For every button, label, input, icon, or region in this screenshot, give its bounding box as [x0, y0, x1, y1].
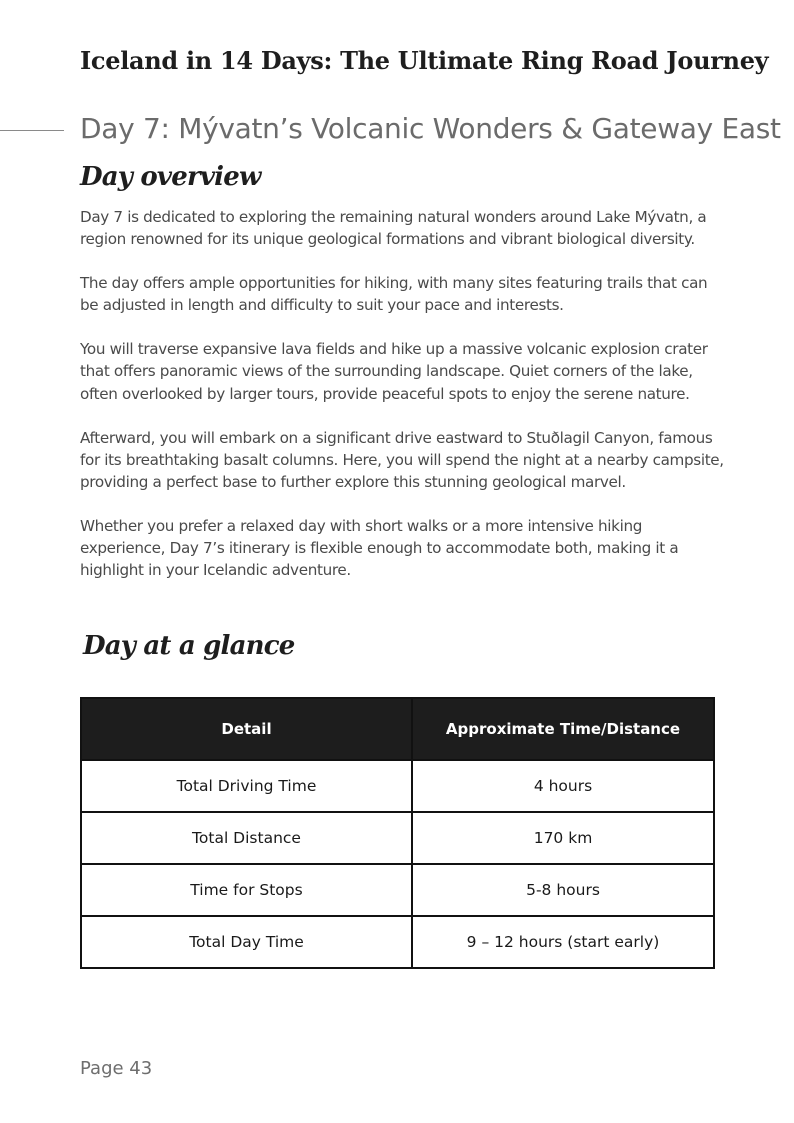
day-heading: Day 7: Mývatn’s Volcanic Wonders & Gateway East [80, 112, 781, 145]
detail-cell: Total Distance [81, 812, 412, 864]
column-header-time-distance: Approximate Time/Distance [412, 698, 714, 760]
overview-body [80, 206, 730, 603]
overview-paragraph: You will traverse expansive lava fields and hike up a massive volcanic explosion crater that offers panoramic views of the surrounding landscape. Quiet corners of the lake, often overlooked by larger tours, provide peaceful spots to enjoy the serene nature. [80, 340, 708, 403]
value-cell: 170 km [412, 812, 714, 864]
day-overview-heading: Day overview [80, 162, 261, 192]
value-cell: 5-8 hours [412, 864, 714, 916]
overview-paragraph: Whether you prefer a relaxed day with short walks or a more intensive hiking experience, Day 7’s itinerary is flexible enough to accommodate both, making it a highlight in your Icelandic adventure. [80, 516, 679, 580]
detail-cell: Time for Stops [81, 864, 412, 916]
detail-cell: Total Driving Time [81, 760, 412, 812]
value-cell: 4 hours [412, 760, 714, 812]
glance-table [80, 697, 715, 969]
table-row [81, 916, 714, 968]
detail-cell: Total Day Time [81, 916, 412, 968]
overview-paragraph: The day offers ample opportunities for hiking, with many sites featuring trails that can be adjusted in length and difficulty to suit your pace and interests. [80, 274, 708, 315]
table-row [81, 864, 714, 916]
table-row [81, 760, 714, 812]
overview-paragraph: Day 7 is dedicated to exploring the remaining natural wonders around Lake Mývatn, a region renowned for its unique geological formations and vibrant biological diversity. [80, 208, 707, 249]
document-title: Iceland in 14 Days: The Ultimate Ring Road Journey [80, 46, 769, 75]
value-cell: 9 – 12 hours (start early) [412, 916, 714, 968]
day-at-a-glance-heading: Day at a glance [83, 631, 295, 661]
page-number: Page 43 [80, 1058, 153, 1079]
overview-paragraph: Afterward, you will embark on a significant drive eastward to Stuðlagil Canyon, famous for its breathtaking basalt columns. Here, you will spend the night at a nearby campsite, providing a perfect base to further explore this stunning geological marvel. [80, 428, 724, 491]
table-row [81, 812, 714, 864]
column-header-detail: Detail [81, 698, 412, 760]
heading-rule [0, 130, 64, 131]
table-header-row [81, 698, 714, 760]
